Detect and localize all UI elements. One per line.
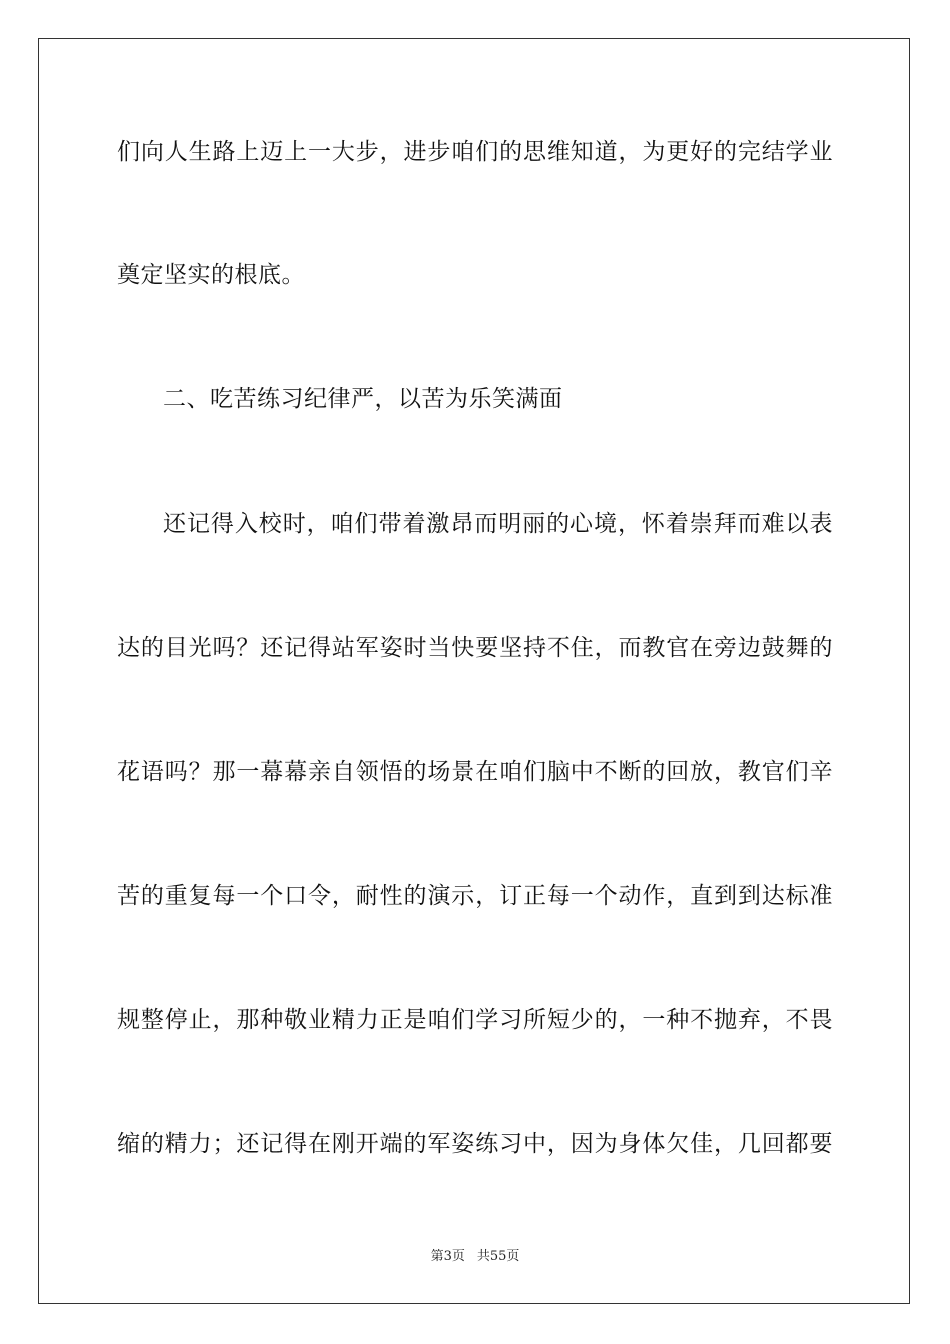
paragraph-line: 达的目光吗？还记得站军姿时当快要坚持不住，而教官在旁边鼓舞的	[117, 635, 833, 661]
paragraph-line: 奠定坚实的根底。	[117, 262, 305, 288]
page-border	[38, 38, 910, 1304]
paragraph-line: 苦的重复每一个口令，耐性的演示，订正每一个动作，直到到达标准	[117, 883, 833, 909]
section-heading: 二、吃苦练习纪律严，以苦为乐笑满面	[163, 386, 563, 412]
paragraph-line: 花语吗？那一幕幕亲自领悟的场景在咱们脑中不断的回放，教官们辛	[117, 759, 833, 785]
paragraph-line: 缩的精力；还记得在刚开端的军姿练习中，因为身体欠佳，几回都要	[117, 1131, 833, 1157]
page-footer	[0, 1245, 950, 1264]
page-number: 第3页	[430, 1249, 465, 1264]
paragraph-line: 们向人生路上迈上一大步，进步咱们的思维知道，为更好的完结学业	[117, 139, 833, 165]
paragraph-line: 还记得入校时，咱们带着激昂而明丽的心境，怀着崇拜而难以表	[163, 511, 833, 537]
paragraph-line: 规整停止，那种敬业精力正是咱们学习所短少的，一种不抛弃，不畏	[117, 1007, 833, 1033]
page-total: 共55页	[476, 1249, 520, 1264]
